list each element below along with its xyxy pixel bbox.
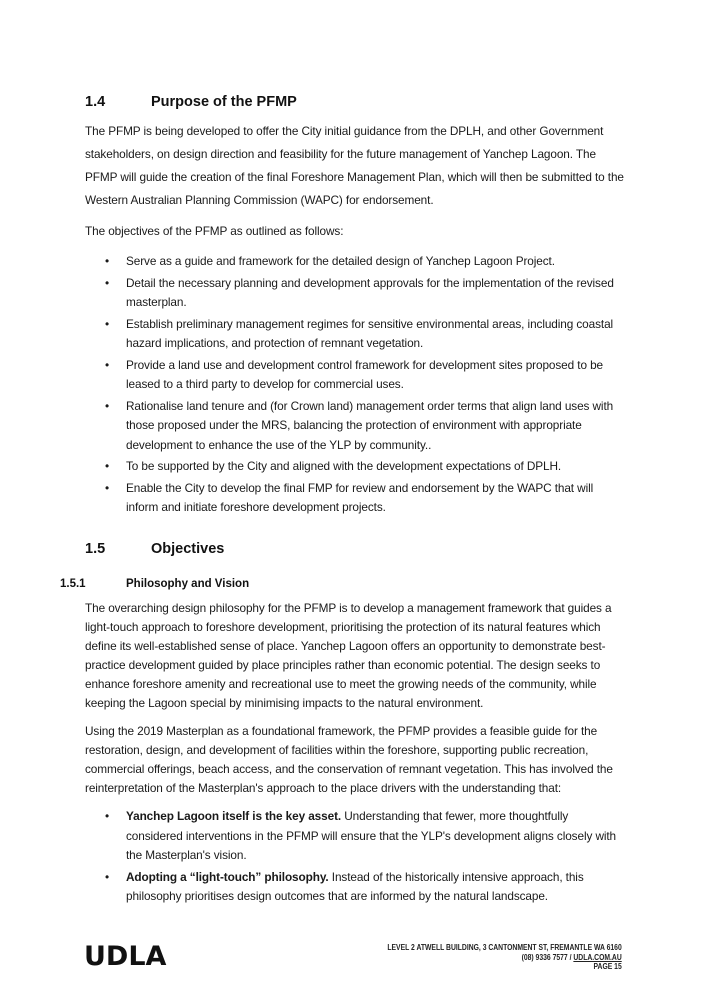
bullet-icon: • [105, 869, 110, 884]
bullet-icon: • [105, 398, 110, 413]
subsection-number: 1.5.1 [60, 578, 86, 590]
section-title: Objectives [151, 541, 225, 557]
bullet-icon: • [105, 459, 110, 473]
list-item: • Rationalise land tenure and (for Crown land) management order terms that align land uses with those proposed under the MRS, balancing the protection of environment with appropriate development to enhance the use of the YLP by community.. [105, 398, 614, 452]
list-item: • Detail the necessary planning and development approvals for the implementation of the revised masterplan. [105, 275, 614, 309]
bullet-icon: • [105, 316, 110, 331]
section-heading-1-4 [85, 94, 297, 110]
list-item: • Establish preliminary management regimes for sensitive environmental areas, including coastal hazard implications, and protection of remnant vegetation. [105, 316, 614, 350]
subsection-title: Philosophy and Vision [126, 578, 250, 590]
section-number: 1.4 [85, 94, 106, 110]
footer-contact: (08) 9336 7577 / UDLA.COM.AU [521, 952, 622, 962]
bullet-icon: • [105, 480, 110, 495]
section-number: 1.5 [85, 541, 106, 557]
page-number: PAGE 15 [593, 962, 622, 971]
list-item: • Provide a land use and development control framework for development sites proposed to be leased to a third party to develop for commercial uses. [105, 357, 604, 391]
udla-logo: UDLA [84, 941, 167, 972]
objectives-list [85, 252, 625, 520]
list-item: • Adopting a “light-touch” philosophy. Instead of the historically intensive approach, this philosophy prioritises design outcomes that are informed by the natural landscape. [105, 869, 584, 903]
place-drivers-list [85, 807, 625, 909]
subsection-heading-1-5-1 [60, 578, 249, 590]
list-item: • Yanchep Lagoon itself is the key asset. Understanding that fewer, more thoughtfully considered interventions in the PFMP will ensure that the YLP's development aligns closely with the Masterplan's vision. [105, 809, 617, 862]
list-item: • Serve as a guide and framework for the detailed design of Yanchep Lagoon Project. [85, 252, 625, 272]
footer-phone: (08) 9336 7577 [521, 952, 568, 962]
bullet-icon: • [105, 809, 110, 823]
bullet-icon: • [105, 254, 110, 268]
objectives-intro: The objectives of the PFMP as outlined as follows: [85, 224, 344, 238]
list-item: • To be supported by the City and aligned with the development expectations of DPLH. [85, 457, 625, 477]
bullet-icon: • [105, 357, 110, 372]
section-heading-1-5 [85, 541, 224, 557]
section-title: Purpose of the PFMP [151, 94, 297, 110]
list-item: • Enable the City to develop the final FMP for review and endorsement by the WAPC that will inform and initiate foreshore development projects. [105, 480, 594, 514]
philosophy-paragraph: The overarching design philosophy for the PFMP is to develop a management framework that guides a light-touch approach to foreshore development, prioritising the protection of its natural features which define its well-established sense of place. Yanchep Lagoon offers an opportunity to demonstrate best-practice development guided by place principles rather than economic potential. The design seeks to enhance foreshore amenity and recreational use to meet the growing needs of the community, while keeping the Lagoon special by minimising impacts to the natural environment. [85, 601, 612, 710]
footer-address: LEVEL 2 ATWELL BUILDING, 3 CANTONMENT ST, FREMANTLE WA 6160 [387, 943, 622, 952]
footer-website-link[interactable]: UDLA.COM.AU [573, 952, 622, 962]
bullet-icon: • [105, 275, 110, 290]
purpose-paragraph: The PFMP is being developed to offer the City initial guidance from the DPLH, and other Government stakeholders, on design direction and feasibility for the future management of Yanchep Lagoon. The PFMP will guide the creation of the final Foreshore Management Plan, which will then be submitted to the Western Australian Planning Commission (WAPC) for endorsement. [85, 124, 624, 207]
footer-address-block [388, 943, 622, 972]
masterplan-paragraph: Using the 2019 Masterplan as a foundational framework, the PFMP provides a feasible guide for the restoration, design, and development of facilities within the foreshore, supporting public recreation, commercial offerings, beach access, and the conservation of remnant vegetation. This has involved the reinterpretation of the Masterplan's approach to the place drivers with the understanding that: [85, 724, 613, 795]
